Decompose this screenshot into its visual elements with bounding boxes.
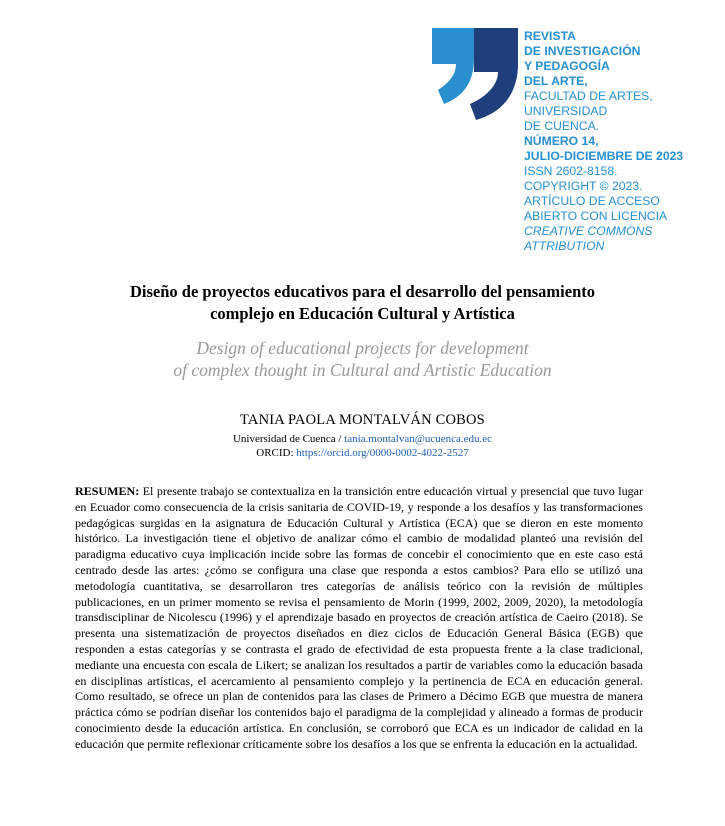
abstract bbox=[75, 484, 643, 753]
journal-line: ATTRIBUTION bbox=[524, 239, 605, 253]
title-line: of complex thought in Cultural and Artistic Education bbox=[173, 360, 552, 380]
journal-line: DE CUENCA. bbox=[524, 119, 600, 133]
orcid-link[interactable]: https://orcid.org/0000-0002-4022-2527 bbox=[296, 447, 469, 459]
journal-line: CREATIVE COMMONS bbox=[524, 224, 653, 238]
orcid-label: ORCID: bbox=[256, 447, 294, 459]
email-link[interactable]: tania.montalvan@ucuenca.edu.ec bbox=[344, 433, 493, 445]
journal-line: JULIO-DICIEMBRE DE 2023 bbox=[524, 149, 684, 163]
journal-line: Y PEDAGOGÍA bbox=[524, 59, 610, 73]
title-line: complejo en Educación Cultural y Artística bbox=[210, 304, 515, 323]
journal-line: NÚMERO 14, bbox=[524, 134, 599, 148]
journal-line: FACULTAD DE ARTES, bbox=[524, 89, 653, 103]
journal-logo-icon bbox=[430, 28, 520, 120]
author-name: TANIA PAOLA MONTALVÁN COBOS bbox=[240, 412, 485, 428]
title-line: Diseño de proyectos educativos para el desarrollo del pensamiento bbox=[129, 282, 596, 301]
journal-info bbox=[524, 29, 724, 254]
title-english bbox=[60, 337, 665, 381]
title-spanish bbox=[60, 281, 665, 325]
abstract-text: El presente trabajo se contextualiza en la transición entre educación virtual y presencial que tuvo lugar en Ecuador como consecuencia de la crisis sanitaria de COVID-19, y responde a los desafíos y las transformaciones pedagógicas surgidas en la asignatura de Educación Cultural y Artística (ECA) que se dieron en este momento histórico. La investigación tiene el objetivo de analizar cómo el cambio de modalidad planteó una revisión del paradigma educativo cuya implicación incide sobre las formas de concebir el conocimiento que en este caso está centrado desde las artes: ¿cómo se configura una clase que responda a estos cambios? Para ello se utilizó una metodología cuantitativa, se desarrollaron tres categorías de análisis teórico con la revisión de múltiples publicaciones, en un primer momento se revisa el pensamiento de Morin (1999, 2002, 2009, 2020), la metodología transdisciplinar de Nicolescu (1996) y el aprendizaje basado en proyectos de creación artística de Caeiro (2018). Se presenta una sistematización de proyectos diseñados en diez ciclos de Educación General Básica (EGB) que responden a estas categorías y se contrasta el grado de efectividad de esta propuesta frente a la clase tradicional, mediante una encuesta con escala de Likert; se analizan los resultados a partir de variables como la educación basada en disciplinas artísticas, el acercamiento al pensamiento complejo y la pertinencia de ECA en educación general. Como resultado, se ofrece un plan de contenidos para las clases de Primero a Décimo EGB que muestra de manera práctica cómo se podrían diseñar los contenidos bajo el paradigma de la complejidad y alineado a formas de producir conocimiento desde la educación artística. En conclusión, se corroboró que ECA es un indicador de calidad en la educación que permite reflexionar críticamente sobre los desafíos a los que se enfrenta la educación en la actualidad. bbox=[75, 484, 643, 751]
journal-line: UNIVERSIDAD bbox=[524, 104, 608, 118]
journal-line: DEL ARTE, bbox=[524, 74, 588, 88]
journal-line: DE INVESTIGACIÓN bbox=[524, 44, 641, 58]
affiliation-text: Universidad de Cuenca bbox=[232, 433, 336, 445]
journal-line: ARTÍCULO DE ACCESO bbox=[524, 194, 660, 208]
affiliation-separator: / bbox=[335, 433, 345, 445]
journal-line: COPYRIGHT © 2023. bbox=[524, 179, 643, 193]
author-affiliation bbox=[60, 432, 665, 460]
abstract-label: RESUMEN: bbox=[75, 484, 140, 498]
journal-line: ABIERTO CON LICENCIA bbox=[524, 209, 668, 223]
journal-line: ISSN 2602-8158. bbox=[524, 164, 618, 178]
journal-line: REVISTA bbox=[524, 29, 576, 43]
title-line: Design of educational projects for development bbox=[196, 338, 529, 358]
